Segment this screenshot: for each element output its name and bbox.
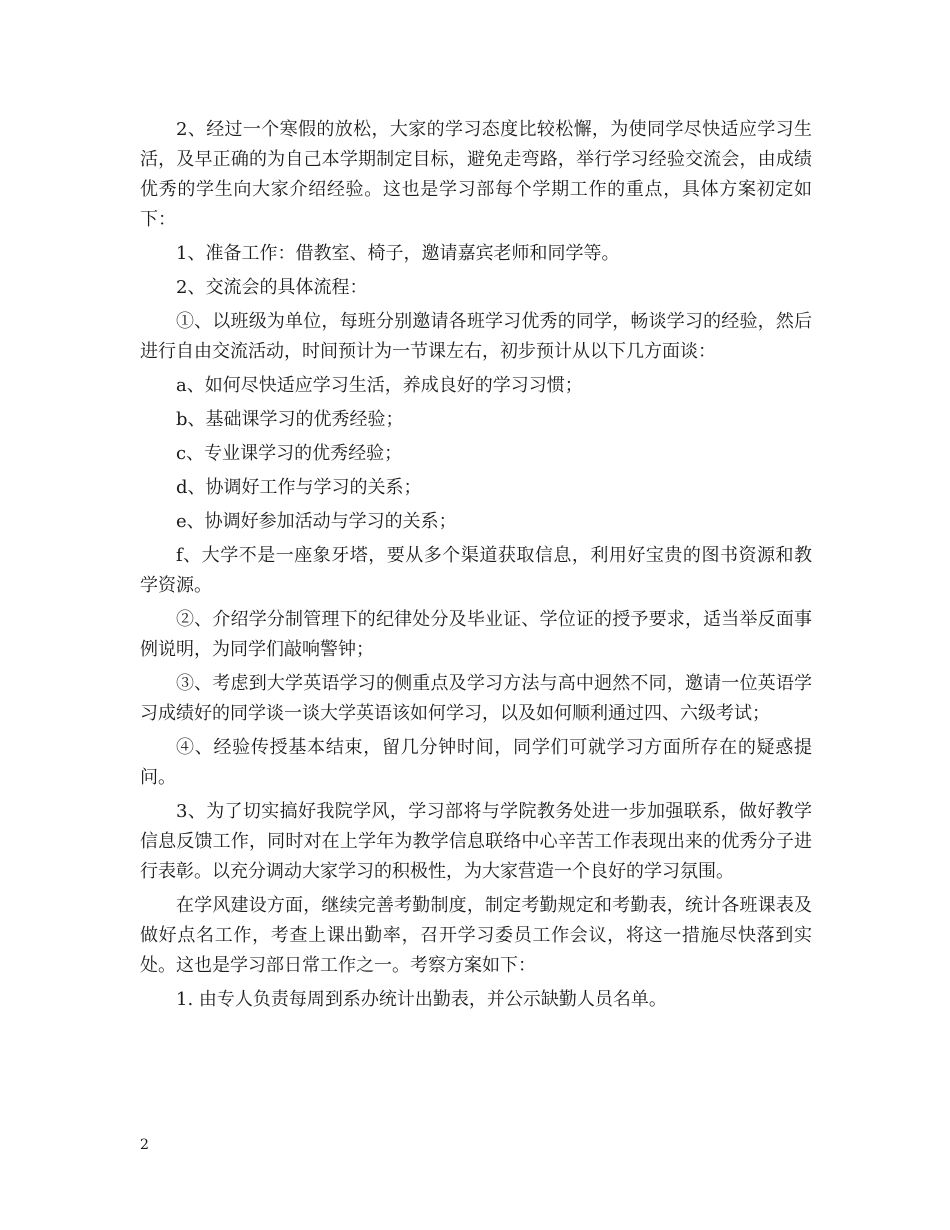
paragraph-topic-f: f、大学不是一座象牙塔，要从多个渠道获取信息，利用好宝贵的图书资源和教学资源。 xyxy=(140,545,812,596)
paragraph-topic-c: c、专业课学习的优秀经验； xyxy=(176,443,403,464)
paragraph-item-3: ③、考虑到大学英语学习的侧重点及学习方法与高中迥然不同，邀请一位英语学习成绩好的同学谈一谈大学英语该如何学习，以及如何顺利通过四、六级考试； xyxy=(140,673,812,724)
paragraph-topic-e: e、协调好参加活动与学习的关系； xyxy=(176,511,457,532)
paragraph-attendance-plan-1: 1. 由专人负责每周到系办统计出勤表，并公示缺勤人员名单。 xyxy=(176,989,667,1010)
paragraph-exchange-meeting-intro: 2、经过一个寒假的放松，大家的学习态度比较松懈，为使同学尽快适应学习生活，及早正确的为自己本学期制定目标，避免走弯路，举行学习经验交流会，由成绩优秀的学生向大家介绍经验。这也是学习部每个学期工作的重点，具体方案初定如下： xyxy=(140,119,812,230)
paragraph-preparation: 1、准备工作：借教室、椅子，邀请嘉宾老师和同学等。 xyxy=(176,243,620,264)
document-body xyxy=(140,115,812,1019)
paragraph-topic-b: b、基础课学习的优秀经验； xyxy=(176,409,404,430)
paragraph-topic-d: d、协调好工作与学习的关系； xyxy=(176,477,422,498)
paragraph-item-4: ④、经验传授基本结束，留几分钟时间，同学们可就学习方面所存在的疑惑提问。 xyxy=(140,737,812,788)
paragraph-item-2: ②、介绍学分制管理下的纪律处分及毕业证、学位证的授予要求，适当举反面事例说明，为同学们敲响警钟； xyxy=(140,609,812,660)
paragraph-study-style: 3、为了切实搞好我院学风，学习部将与学院教务处进一步加强联系，做好教学信息反馈工作，同时对在上学年为教学信息联络中心辛苦工作表现出来的优秀分子进行表彰。以充分调动大家学习的积极性，为大家营造一个良好的学习氛围。 xyxy=(140,801,812,882)
paragraph-process-heading: 2、交流会的具体流程： xyxy=(176,277,368,298)
paragraph-attendance: 在学风建设方面，继续完善考勤制度，制定考勤规定和考勤表，统计各班课表及做好点名工作，考查上课出勤率，召开学习委员工作会议，将这一措施尽快落到实处。这也是学习部日常工作之一。考察方案如下： xyxy=(140,895,812,976)
page-number: 2 xyxy=(140,1137,149,1153)
paragraph-item-1: ①、以班级为单位，每班分别邀请各班学习优秀的同学，畅谈学习的经验，然后进行自由交流活动，时间预计为一节课左右，初步预计从以下几方面谈： xyxy=(140,311,812,362)
paragraph-topic-a: a、如何尽快适应学习生活，养成良好的学习习惯； xyxy=(176,375,583,396)
